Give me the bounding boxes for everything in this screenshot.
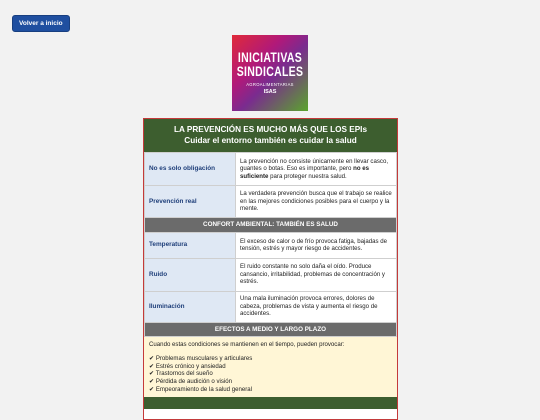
row-description: La prevención no consiste únicamente en llevar casco, guantes o botas. Eso es importante, pero no es suficiente para proteger nuestra salud. <box>236 153 397 186</box>
prevention-table <box>144 152 397 337</box>
row-label: Iluminación <box>145 291 236 322</box>
row-label: No es solo obligación <box>145 153 236 186</box>
effects-list <box>149 355 392 394</box>
list-item: ✔ Empeoramiento de la salud general <box>149 386 392 394</box>
card-header <box>144 119 397 152</box>
logo-line-3: AGROALIMENTARIAS <box>246 81 294 87</box>
prevention-card <box>143 118 398 420</box>
section-header-effects: EFECTOS A MEDIO Y LARGO PLAZO <box>145 322 397 337</box>
logo-line-2: SINDICALES <box>236 63 304 81</box>
table-row <box>145 232 397 258</box>
table-row <box>145 258 397 291</box>
row-label: Ruido <box>145 258 236 291</box>
row-description: La verdadera prevención busca que el trabajo se realice en las mejores condiciones posibles para el cuerpo y la mente. <box>236 186 397 218</box>
row-description: El exceso de calor o de frío provoca fatiga, bajadas de tensión, estrés y mayor riesgo de accidentes. <box>236 232 397 258</box>
row-description: El ruido constante no solo daña el oído. Produce cansancio, irritabilidad, problemas de concentración y estrés. <box>236 258 397 291</box>
isas-logo <box>232 35 308 111</box>
table-row <box>145 153 397 186</box>
next-section-header <box>144 397 397 409</box>
list-item: ✔ Pérdida de audición o visión <box>149 378 392 386</box>
effects-box <box>144 337 397 397</box>
list-item: ✔ Estrés crónico y ansiedad <box>149 363 392 371</box>
logo-line-4: ISAS <box>263 88 277 95</box>
list-item: ✔ Problemas musculares y articulares <box>149 355 392 363</box>
row-label: Temperatura <box>145 232 236 258</box>
effects-intro: Cuando estas condiciones se mantienen en el tiempo, pueden provocar: <box>149 341 345 349</box>
back-to-home-button[interactable]: Volver a inicio <box>12 15 70 32</box>
row-description: Una mala iluminación provoca errores, dolores de cabeza, problemas de vista y aumenta el riesgo de accidentes. <box>236 291 397 322</box>
list-item: ✔ Trastornos del sueño <box>149 370 392 378</box>
table-row <box>145 291 397 322</box>
row-label: Prevención real <box>145 186 236 218</box>
card-subtitle: Cuidar el entorno también es cuidar la salud <box>184 136 357 145</box>
logo-line-1: INICIATIVAS <box>237 49 303 66</box>
card-title: LA PREVENCIÓN ES MUCHO MÁS QUE LOS EPIs <box>173 125 368 134</box>
section-header-comfort: CONFORT AMBIENTAL: TAMBIÉN ES SALUD <box>145 218 397 233</box>
table-row <box>145 186 397 218</box>
